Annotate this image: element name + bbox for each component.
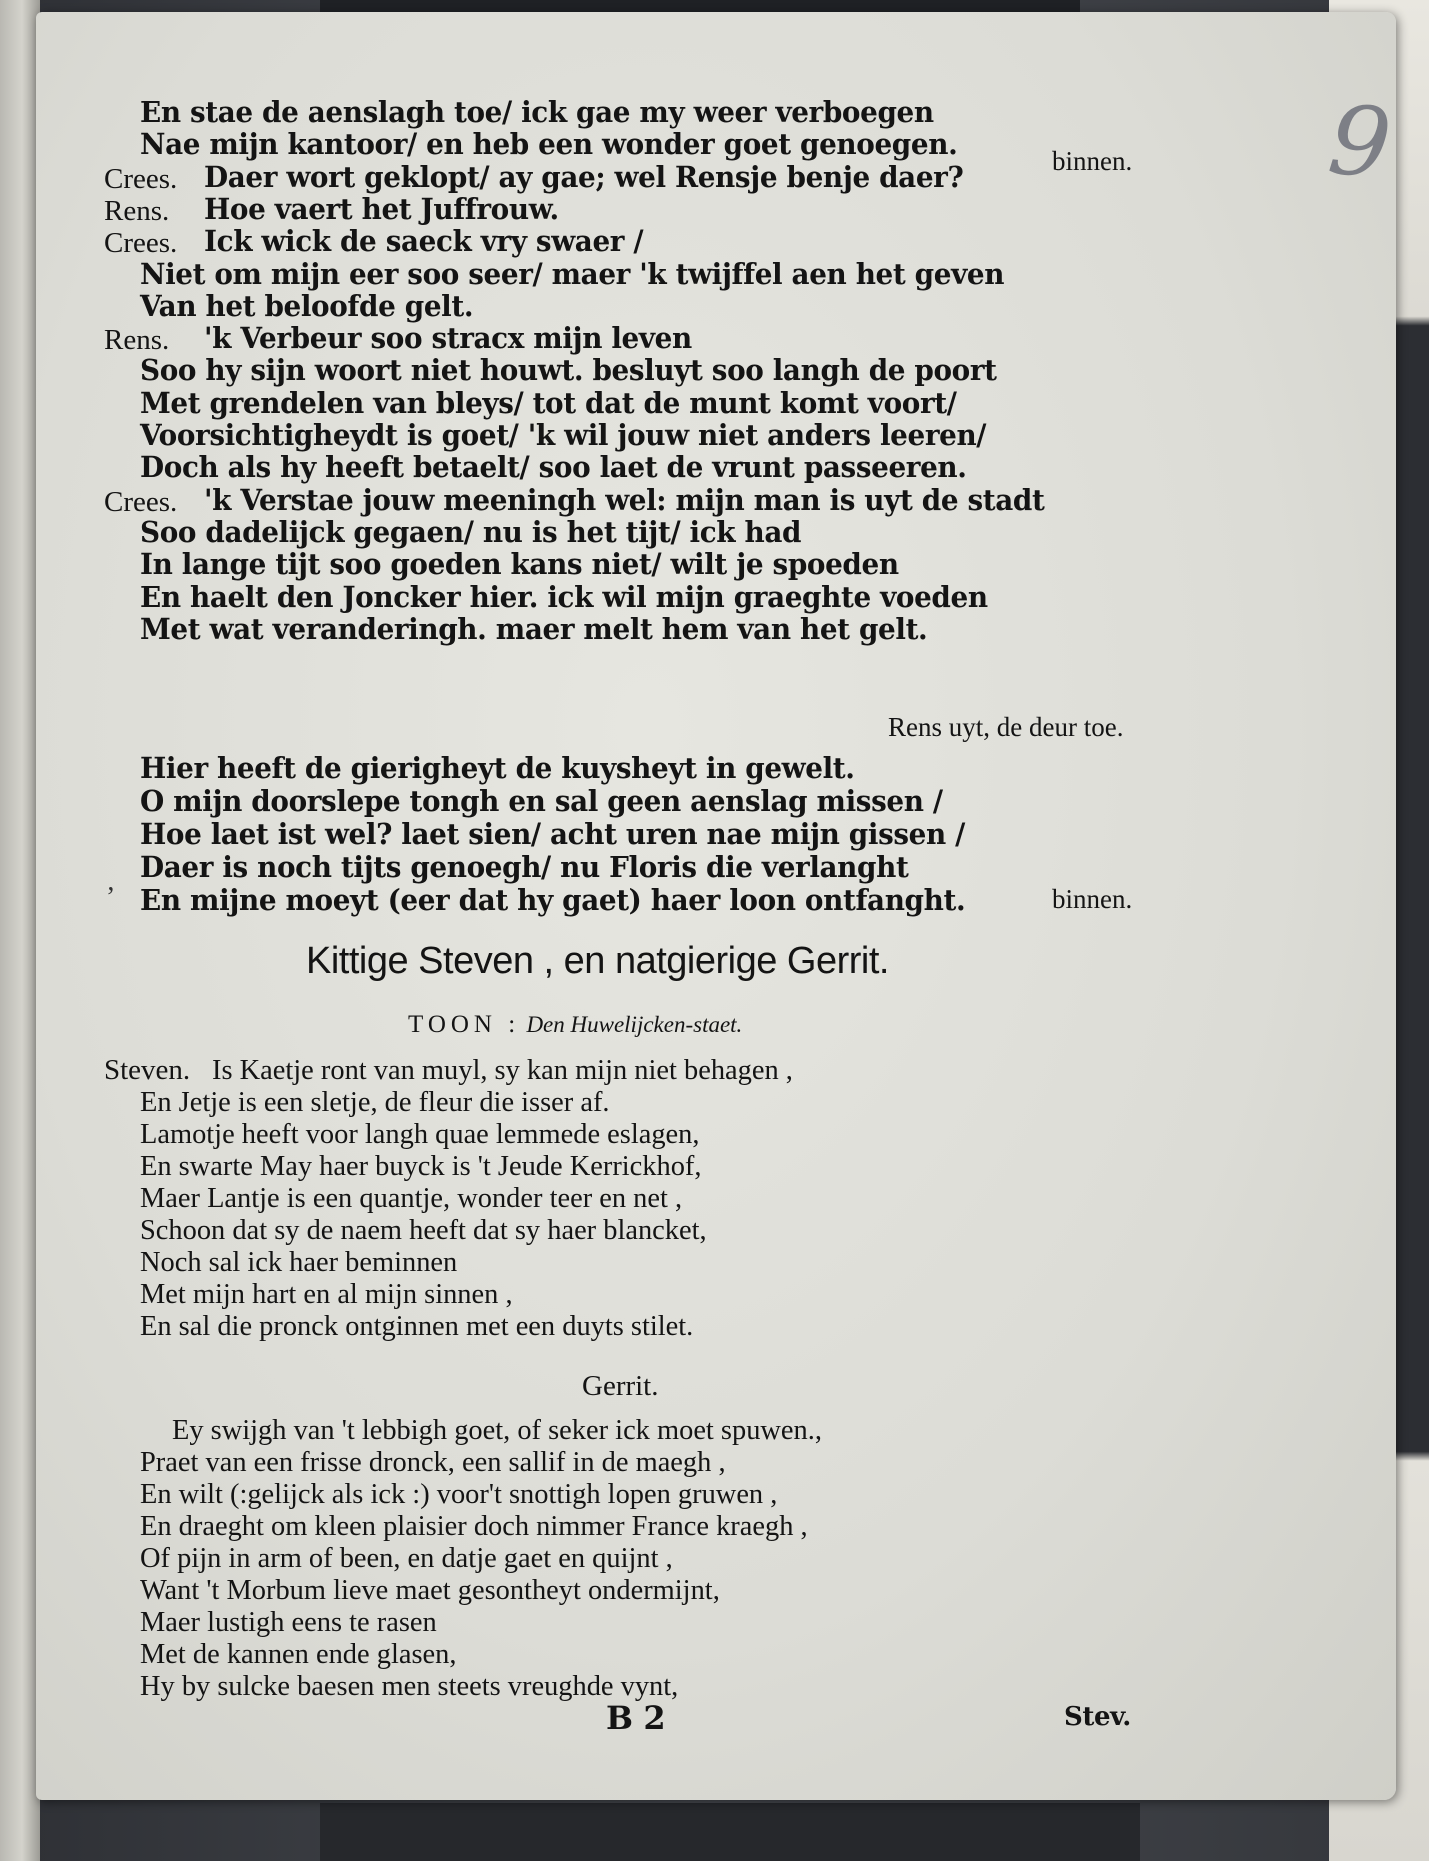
verse-line: Voorsichtigheydt is goet/ 'k wil jouw niet anders leeren/ <box>140 418 987 452</box>
verse-line: En mijne moeyt (eer dat hy gaet) haer loon ontfanght. <box>140 883 966 917</box>
song-line: Is Kaetje ront van muyl, sy kan mijn niet behagen , <box>212 1054 793 1086</box>
speaker-label: Rens. <box>104 324 170 356</box>
verse-line: Soo hy sijn woort niet houwt. besluyt soo langh de poort <box>140 353 997 387</box>
verse-line: Niet om mijn eer soo seer/ maer 'k twijffel aen het geven <box>140 257 1005 291</box>
song-line: Noch sal ick haer beminnen <box>140 1246 458 1278</box>
speaker-label: Crees. <box>104 486 178 518</box>
verse-line: 'k Verstae jouw meeningh wel: mijn man is uyt de stadt <box>204 483 1045 517</box>
song-line: Of pijn in arm of been, en datje gaet en quijnt , <box>140 1542 673 1574</box>
signature-mark: B 2 <box>606 1699 666 1737</box>
verse-line: Daer wort geklopt/ ay gae; wel Rensje benje daer? <box>204 160 964 194</box>
verse-line: En haelt den Joncker hier. ick wil mijn graeghte voeden <box>140 580 988 614</box>
song-line: Maer Lantje is een quantje, wonder teer en net , <box>140 1182 683 1214</box>
song-line: Praet van een frisse dronck, een sallif in de maegh , <box>140 1446 726 1478</box>
speaker-label: Crees. <box>104 163 178 195</box>
verse-line: In lange tijt soo goeden kans niet/ wilt je spoeden <box>140 547 899 581</box>
tune-label: TOON : <box>408 1011 521 1038</box>
verse-line: Hoe vaert het Juffrouw. <box>204 192 559 226</box>
song-line: Schoon dat sy de naem heeft dat sy haer blancket, <box>140 1214 707 1246</box>
tune-name: Den Huwelijcken-staet. <box>526 1012 743 1037</box>
verse-line: Hier heeft de gierigheyt de kuysheyt in gewelt. <box>140 751 855 785</box>
speaker-label: Steven. <box>104 1054 191 1086</box>
verse-line: Ick wick de saeck vry swaer / <box>204 224 644 258</box>
verse-line: Hoe laet ist wel? laet sien/ acht uren nae mijn gissen / <box>140 817 965 851</box>
song-line: En swarte May haer buyck is 't Jeude Kerrickhof, <box>140 1150 702 1182</box>
gerrit-speaker-heading: Gerrit. <box>582 1370 659 1402</box>
song-line: En sal die pronck ontginnen met een duyts stilet. <box>140 1310 694 1342</box>
verse-line: Daer is noch tijts genoegh/ nu Floris die verlanght <box>140 850 909 884</box>
song-heading: Kittige Steven , en natgierige Gerrit. <box>306 940 889 982</box>
song-line: Met de kannen ende glasen, <box>140 1638 457 1670</box>
verse-line: 'k Verbeur soo stracx mijn leven <box>204 321 692 355</box>
verse-line: Met grendelen van bleys/ tot dat de munt komt voort/ <box>140 386 957 420</box>
song-line: Lamotje heeft voor langh quae lemmede eslagen, <box>140 1118 700 1150</box>
stage-direction-rens-uyt: Rens uyt, de deur toe. <box>888 712 1124 742</box>
verse-line: Nae mijn kantoor/ en heb een wonder goet genoegen. <box>140 127 958 161</box>
song-line: Hy by sulcke baesen men steets vreughde vynt, <box>140 1670 679 1702</box>
handwritten-folio-number: 9 <box>1323 83 1397 202</box>
verse-line: Met wat veranderingh. maer melt hem van het gelt. <box>140 612 928 646</box>
speaker-label: Crees. <box>104 227 178 259</box>
catchword: Stev. <box>1064 1702 1131 1732</box>
tune-indication <box>408 1012 742 1037</box>
song-line: En wilt (:gelijck als ick :) voor't snottigh lopen gruwen , <box>140 1478 778 1510</box>
verse-line: Van het beloofde gelt. <box>140 289 474 323</box>
song-line: Want 't Morbum lieve maet gesontheyt ondermijnt, <box>140 1574 720 1606</box>
binding-strip-bottom <box>320 1803 1140 1861</box>
song-line: Maer lustigh eens te rasen <box>140 1606 437 1638</box>
song-line: Ey swijgh van 't lebbigh goet, of seker ick moet spuwen., <box>172 1414 822 1446</box>
stage-direction-binnen: binnen. <box>1052 146 1133 176</box>
song-line: Met mijn hart en al mijn sinnen , <box>140 1278 513 1310</box>
margin-tick-mark: ’ <box>106 882 116 913</box>
stage-direction-binnen-2: binnen. <box>1052 884 1133 914</box>
left-page-edge <box>0 0 40 1861</box>
verse-line: Doch als hy heeft betaelt/ soo laet de vrunt passeeren. <box>140 450 967 484</box>
verse-line: Soo dadelijck gegaen/ nu is het tijt/ ick had <box>140 515 802 549</box>
song-line: En Jetje is een sletje, de fleur die isser af. <box>140 1086 610 1118</box>
verse-line: O mijn doorslepe tongh en sal geen aenslag missen / <box>140 784 943 818</box>
speaker-label: Rens. <box>104 195 170 227</box>
song-line: En draeght om kleen plaisier doch nimmer France kraegh , <box>140 1510 808 1542</box>
verse-line: En stae de aenslagh toe/ ick gae my weer verboegen <box>140 95 934 129</box>
book-page <box>36 12 1396 1800</box>
